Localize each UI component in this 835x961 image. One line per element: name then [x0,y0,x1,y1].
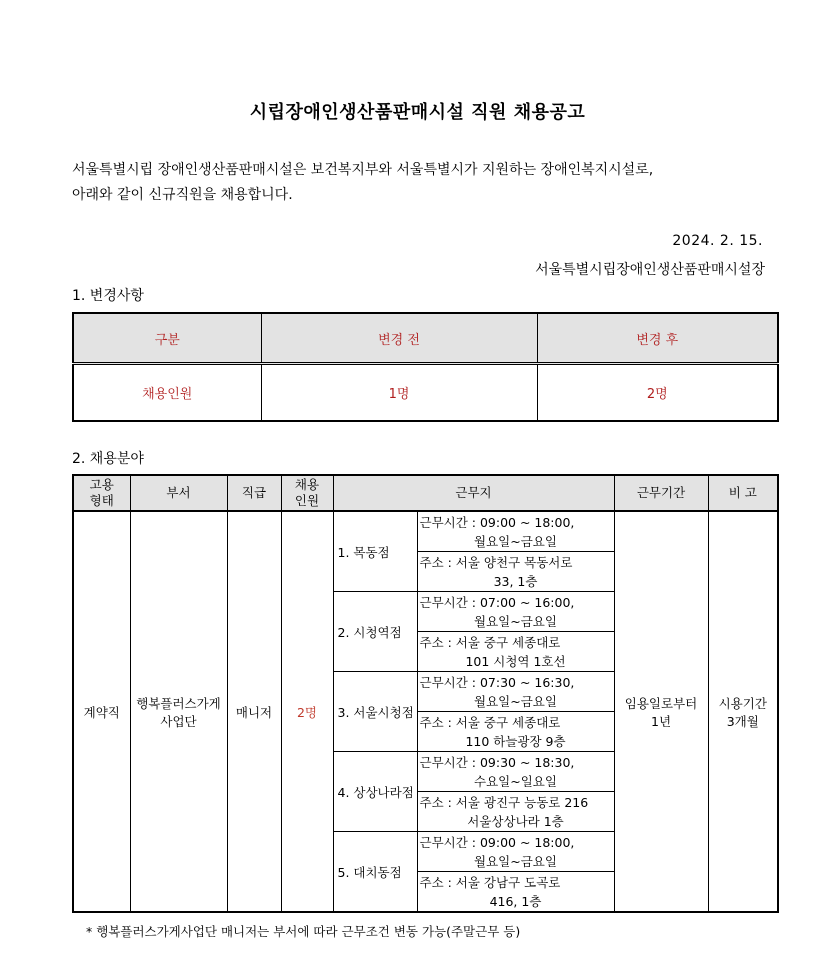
intro-paragraph [72,158,772,208]
location-address: 주소 : 서울 중구 세종대로 101 시청역 1호선 [417,632,614,672]
organization-signature: 서울특별시립장애인생산품판매시설장 [535,262,765,278]
changes-table [72,312,779,422]
location-hours: 근무시간 : 07:00 ~ 16:00, 월요일~금요일 [417,592,614,632]
header-workplace: 근무지 [333,475,614,511]
cell-period: 임용일로부터 1년 [614,511,708,912]
location-row-hours [73,511,778,552]
header-remark: 비 고 [708,475,778,511]
header-period: 근무기간 [614,475,708,511]
header-headcount: 채용 인원 [281,475,333,511]
header-category: 구분 [73,313,261,364]
cell-headcount: 2명 [281,511,333,912]
intro-line-2: 아래와 같이 신규직원을 채용합니다. [72,187,293,203]
page-title: 시립장애인생산품판매시설 직원 채용공고 [249,102,586,123]
location-address: 주소 : 서울 광진구 능동로 216 서울상상나라 1층 [417,792,614,832]
header-department: 부서 [130,475,227,511]
intro-line-1: 서울특별시립 장애인생산품판매시설은 보건복지부와 서울특별시가 지원하는 장애인복지시설로, [72,162,654,178]
header-employment-type: 고용 형태 [73,475,130,511]
cell-remark: 시용기간 3개월 [708,511,778,912]
cell-department: 행복플러스가게 사업단 [130,511,227,912]
location-hours: 근무시간 : 07:30 ~ 16:30, 월요일~금요일 [417,672,614,712]
location-name: 4. 상상나라점 [333,752,417,832]
cell-rank: 매니저 [227,511,281,912]
announcement-date: 2024. 2. 15. [672,233,763,249]
location-name: 5. 대치동점 [333,832,417,913]
cell-category: 채용인원 [73,364,261,422]
header-before: 변경 전 [261,313,537,364]
location-hours: 근무시간 : 09:00 ~ 18:00, 월요일~금요일 [417,511,614,552]
header-rank: 직급 [227,475,281,511]
location-address: 주소 : 서울 중구 세종대로 110 하늘광장 9층 [417,712,614,752]
footnote: * 행복플러스가게사업단 매니저는 부서에 따라 근무조건 변동 가능(주말근무 등) [86,924,521,939]
location-hours: 근무시간 : 09:30 ~ 18:30, 수요일~일요일 [417,752,614,792]
location-address: 주소 : 서울 강남구 도곡로 416, 1층 [417,872,614,913]
section-heading-changes: 1. 변경사항 [72,288,144,304]
recruitment-header-row [73,475,778,511]
cell-before: 1명 [261,364,537,422]
location-address: 주소 : 서울 양천구 목동서로 33, 1층 [417,552,614,592]
header-after: 변경 후 [537,313,778,364]
cell-after: 2명 [537,364,778,422]
changes-header-row [73,313,778,364]
location-name: 3. 서울시청점 [333,672,417,752]
changes-row [73,364,778,422]
section-heading-fields: 2. 채용분야 [72,451,144,467]
cell-employment-type: 계약직 [73,511,130,912]
location-hours: 근무시간 : 09:00 ~ 18:00, 월요일~금요일 [417,832,614,872]
recruitment-table [72,474,779,913]
location-name: 2. 시청역점 [333,592,417,672]
location-name: 1. 목동점 [333,511,417,592]
